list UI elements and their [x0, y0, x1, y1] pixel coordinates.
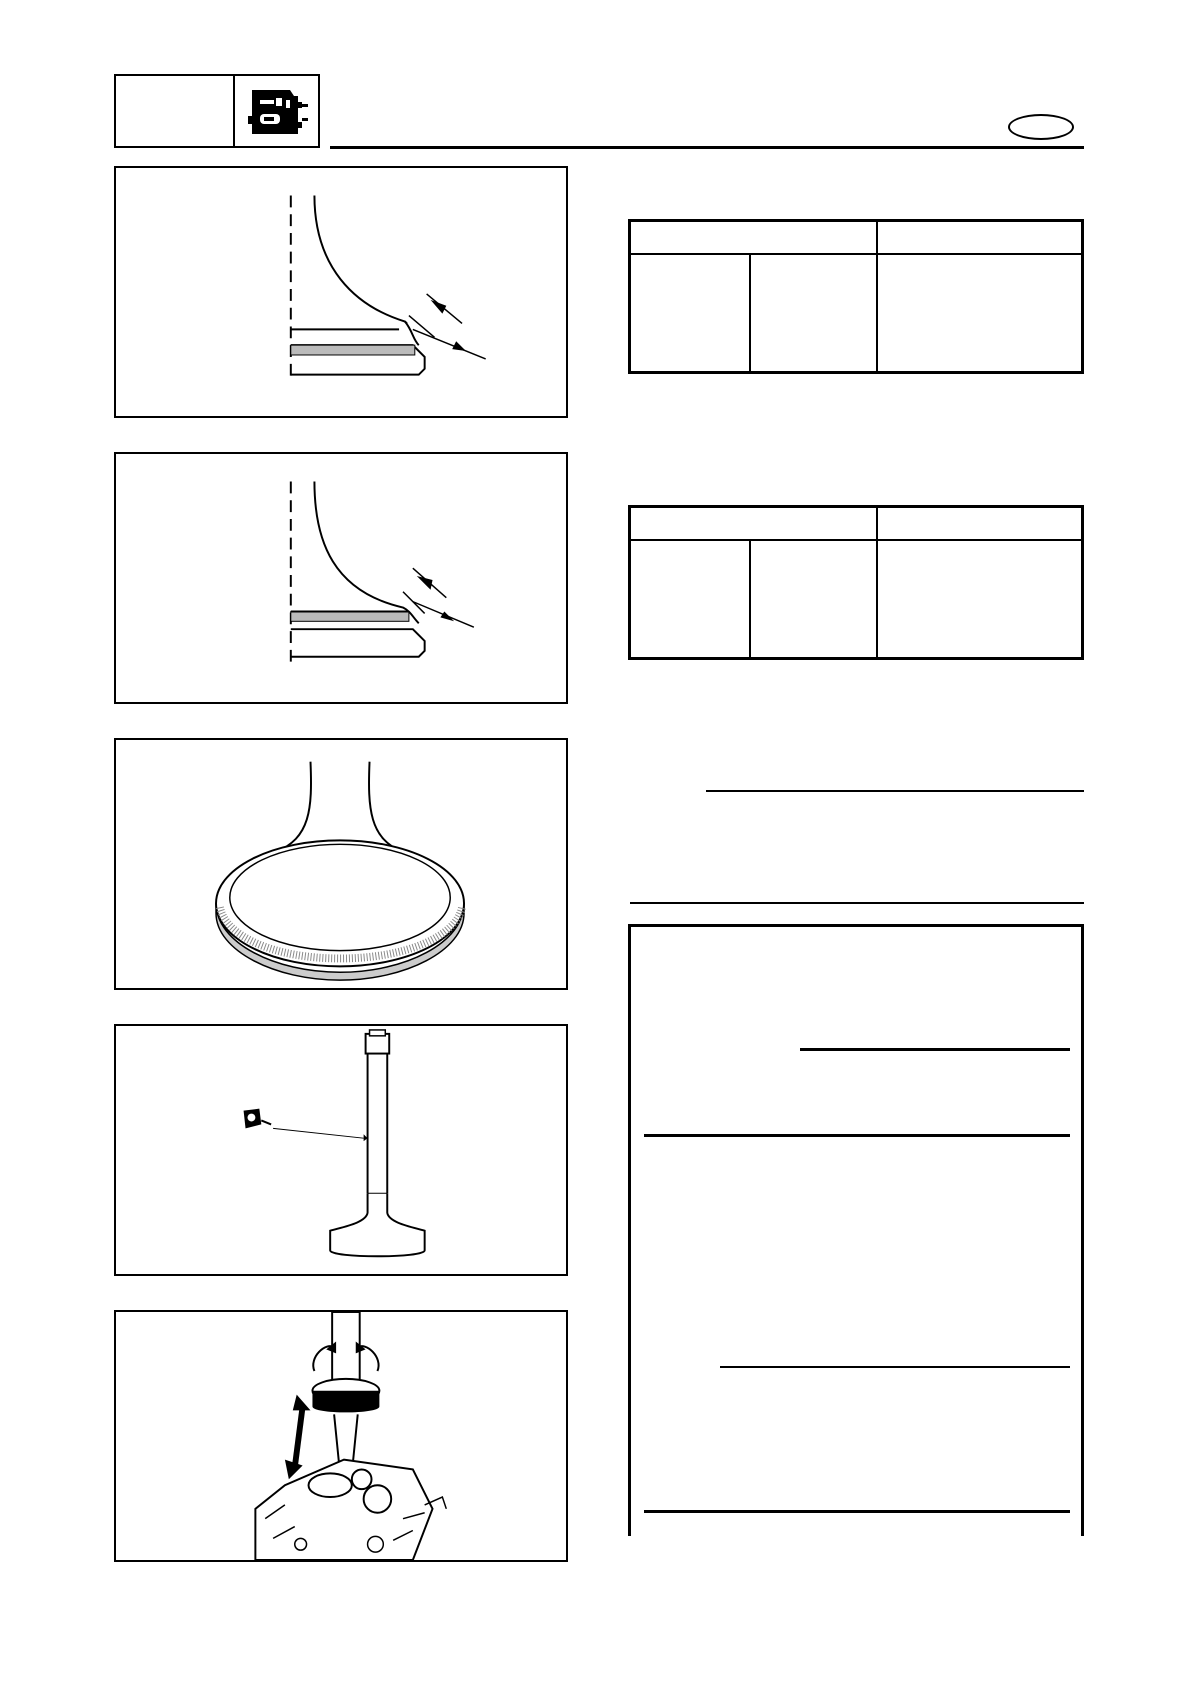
table-header-cell — [877, 507, 1083, 541]
engine-service-icon — [246, 82, 308, 142]
molybdenum-oil-icon — [244, 1109, 272, 1129]
caution-rule-end — [644, 1134, 1070, 1137]
table-header-cell — [630, 507, 878, 541]
table-cell — [630, 254, 751, 373]
figure-valve-lapper — [114, 1310, 568, 1562]
language-badge — [1008, 114, 1074, 140]
table-cell — [877, 254, 1083, 373]
caution-rule — [800, 1048, 1070, 1051]
figure-valve-seat-width-1 — [114, 166, 568, 418]
figure-valve-stem-oil — [114, 1024, 568, 1276]
header-rule — [330, 146, 1084, 149]
table-header-cell — [630, 221, 878, 255]
chapter-box-divider — [233, 74, 235, 148]
spec-table-2 — [628, 505, 1084, 660]
table-header-cell — [877, 221, 1083, 255]
caution-box — [628, 924, 1084, 1536]
note-rule — [706, 790, 1084, 792]
spec-table-1 — [628, 219, 1084, 374]
table-cell — [750, 254, 877, 373]
valve-seat-contact-width-icon — [116, 168, 566, 416]
valve-face-compound-icon — [116, 740, 566, 988]
note-rule-2 — [720, 1366, 1070, 1368]
table-cell — [877, 540, 1083, 659]
note-rule-2-end — [644, 1510, 1070, 1513]
table-cell — [630, 540, 751, 659]
valve-lapper-icon — [116, 1312, 566, 1560]
valve-seat-contact-width-icon — [116, 454, 566, 702]
figure-valve-seat-width-2 — [114, 452, 568, 704]
table-cell — [750, 540, 877, 659]
note-rule-end — [630, 902, 1084, 904]
figure-valve-lapping-compound — [114, 738, 568, 990]
